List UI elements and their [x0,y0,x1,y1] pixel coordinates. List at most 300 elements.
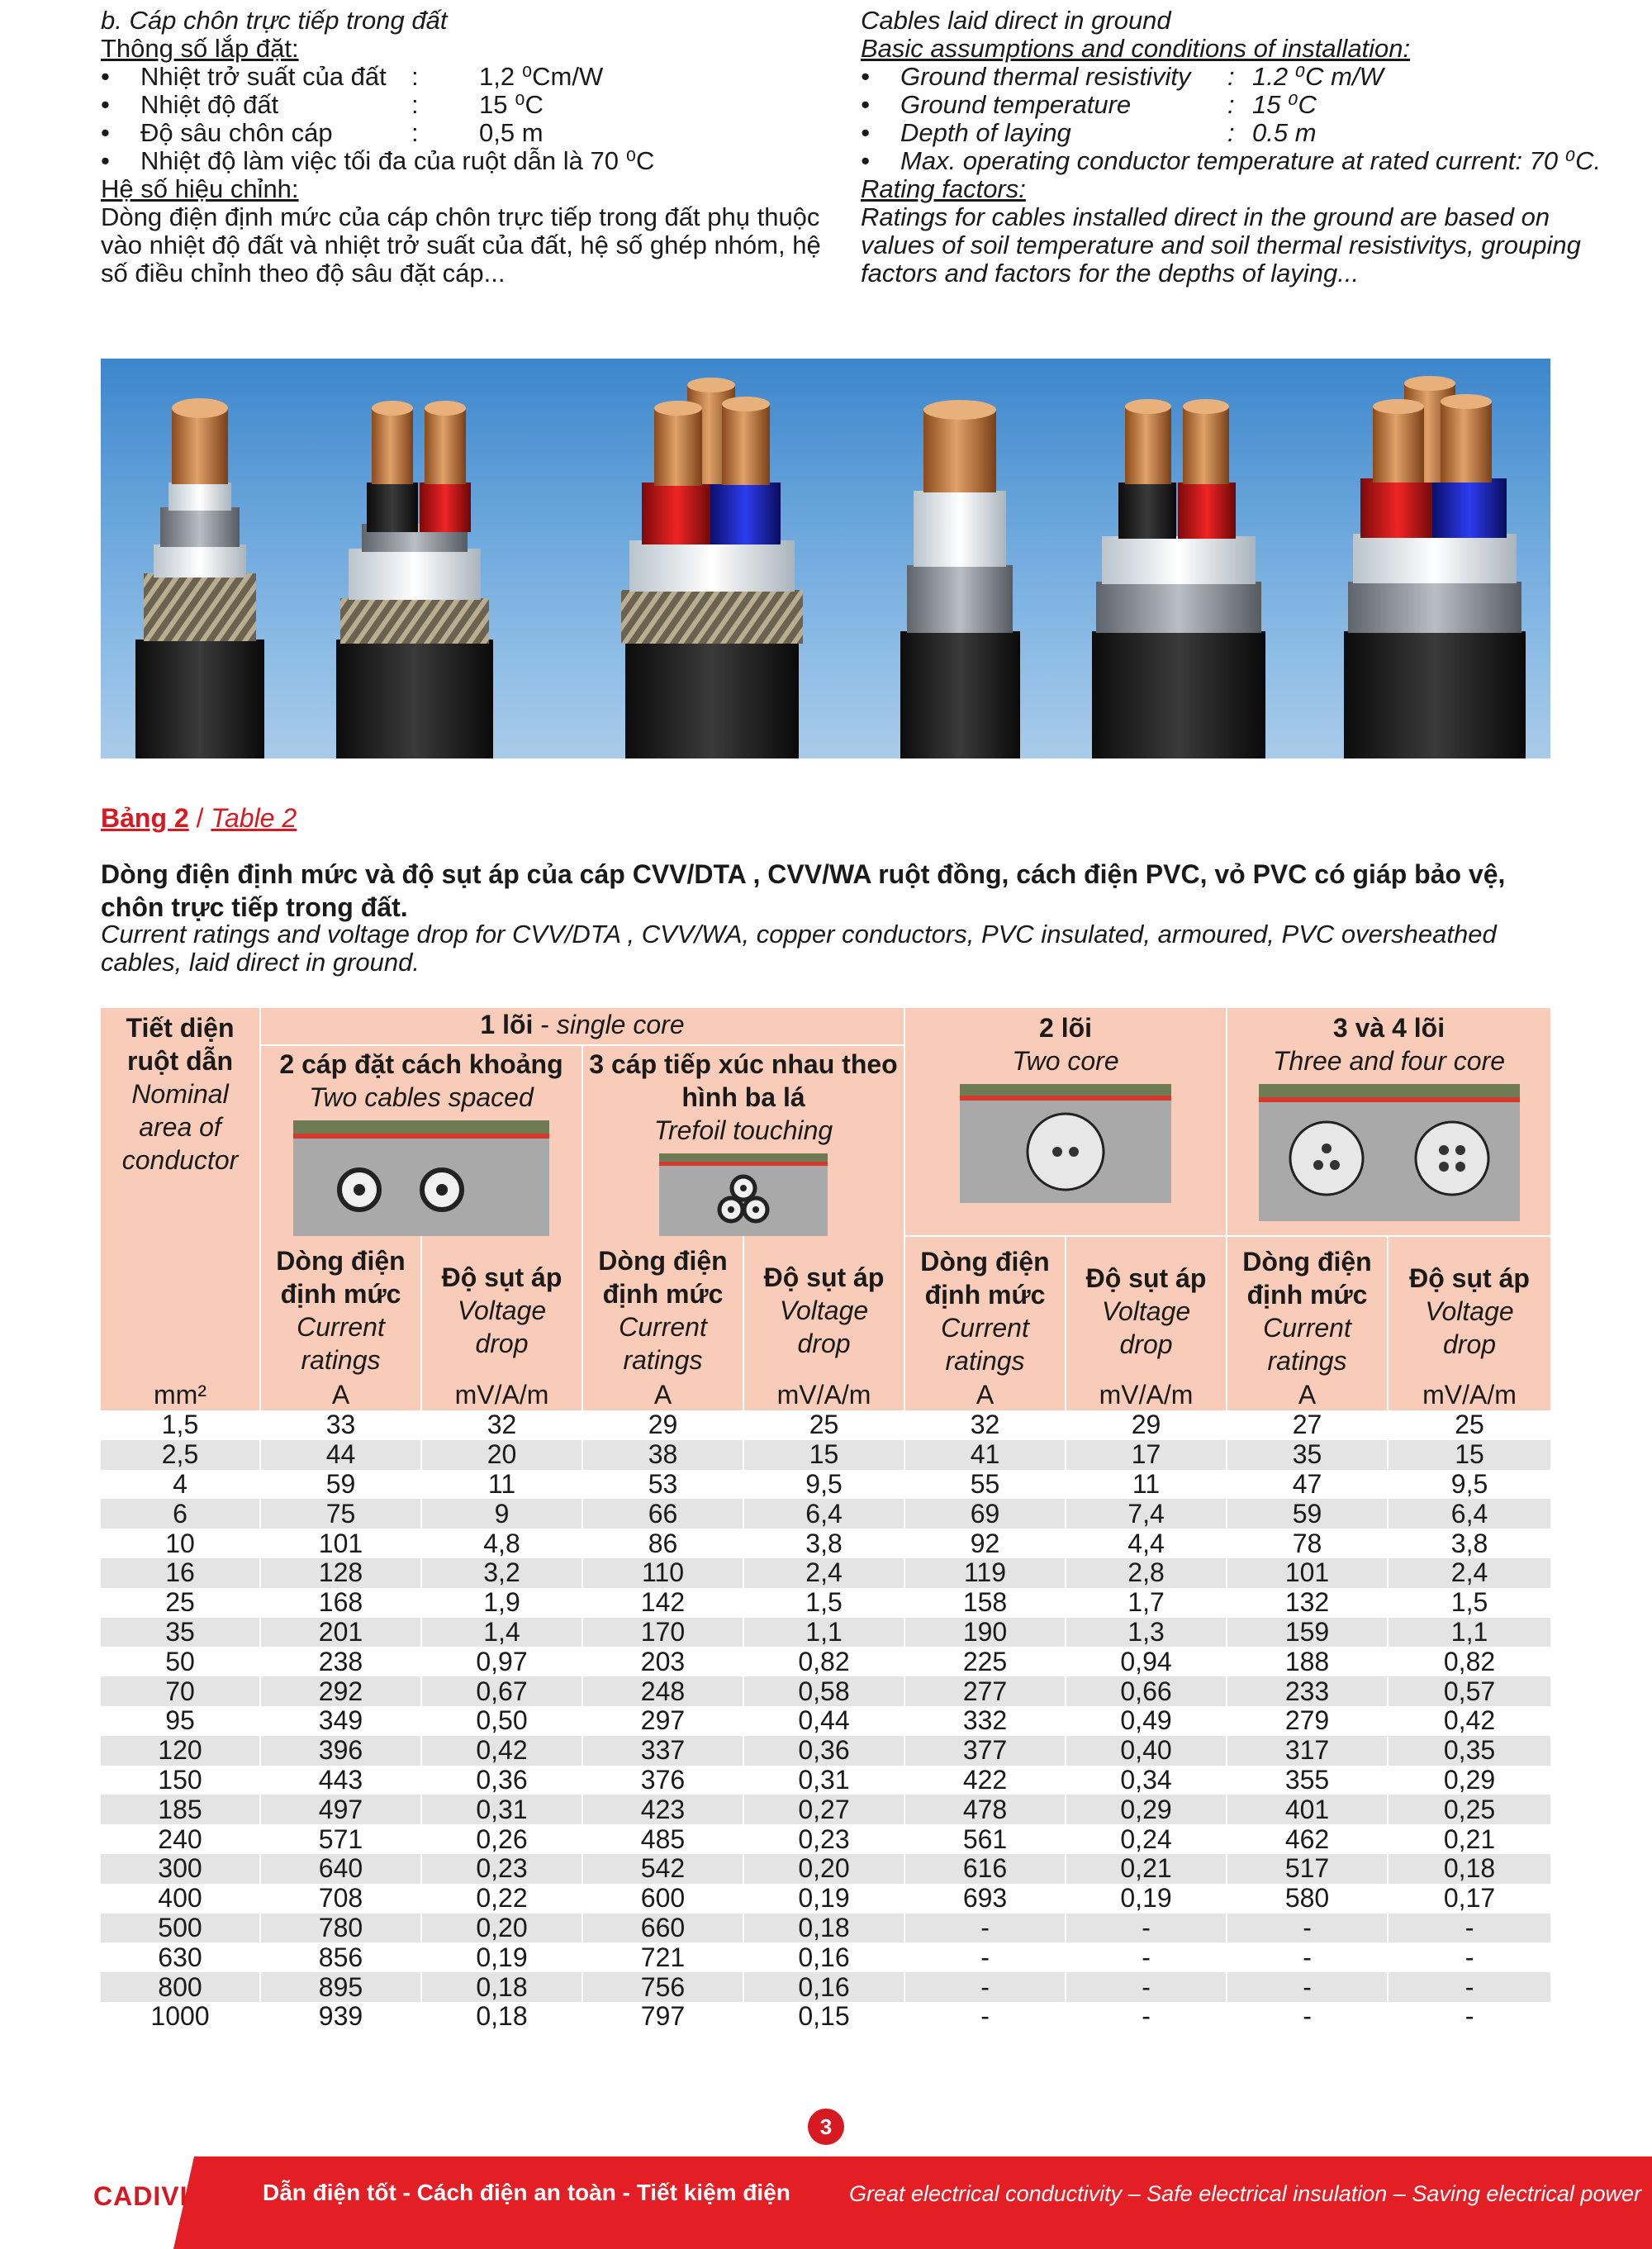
table-cell: 17 [1066,1440,1227,1470]
table-cell: 1,4 [421,1618,582,1648]
header-label: hình ba lá [681,1082,805,1112]
table-cell: 0,19 [743,1884,904,1914]
cell-area: 16 [101,1558,260,1588]
table-cell: 20 [421,1440,582,1470]
cable-single-core-1 [135,398,264,758]
params-list [101,63,844,175]
cell-area: 150 [158,1764,202,1795]
param-sep: : [411,118,419,147]
table-cell: 0,36 [743,1736,904,1766]
trefoil-ground-diagram [659,1153,828,1236]
table-cell: 600 [582,1884,743,1914]
table-cell: - [1066,1914,1227,1943]
cell-area: 25 [165,1587,195,1618]
table-cell: 517 [1227,1854,1388,1884]
table-cell: 203 [582,1647,743,1676]
table-cell: 780 [260,1914,421,1943]
table-cell: 158 [904,1588,1066,1618]
table-body [101,1410,1550,2032]
table-cell: 571 [260,1824,421,1854]
table-row [101,1470,1550,1500]
header-label: Voltage [457,1296,547,1325]
table-cell: 7,4 [1066,1499,1227,1529]
table-cell: 349 [260,1706,421,1736]
table-cell: 0,94 [1066,1647,1227,1676]
table-cell: 3,8 [1388,1529,1550,1558]
unit-cell: A [260,1379,421,1410]
table-cell: - [1388,1972,1550,2002]
cell-area: 185 [101,1795,260,1824]
table-cell: 59 [260,1470,421,1500]
table-cell: 188 [1227,1647,1388,1676]
table-cell: 0,19 [421,1942,582,1972]
header-label: - [533,1010,557,1039]
table-cell: - [1066,1942,1227,1972]
table-cell: 44 [260,1440,421,1470]
table-cell: 248 [582,1676,743,1706]
table-cell: 92 [904,1529,1066,1558]
table-cell: 0,27 [743,1795,904,1824]
param-value: 1.2 ⁰C m/W [1252,62,1384,91]
table-cell: 0,18 [421,1972,582,2002]
table-row [101,1884,1550,1914]
table-caption-sep: / [188,803,211,833]
table-title-vi: Dòng điện định mức và độ sụt áp của cáp CVV/DTA , CVV/WA ruột đồng, cách điện PVC, vỏ PVC có giáp bảo vệ, chôn trực tiếp trong đất. [101,859,1506,922]
header-label: Tiết diện [126,1013,235,1043]
table-cell: 3,8 [743,1529,904,1558]
table-title-en: Current ratings and voltage drop for CVV/DTA , CVV/WA, copper conductors, PVC insulated, armoured, PVC oversheathed cables, laid direct in ground. [101,920,1497,977]
table-cell: 355 [1227,1766,1388,1795]
header-label: Two core [1012,1046,1119,1076]
factors-title: Hệ số hiệu chỉnh: [101,174,299,203]
params-title: Thông số lắp đặt: [101,34,299,63]
header-label: Độ sụt áp [441,1262,563,1292]
table-cell: 190 [904,1618,1066,1648]
header-label: Voltage [1101,1296,1191,1326]
table-row [101,1972,1550,2002]
table-cell: 128 [260,1558,421,1588]
three-four-core-ground-diagram [1259,1084,1520,1221]
table-row [101,1647,1550,1676]
table-cell: 0,31 [421,1795,582,1824]
param-label: Ground thermal resistivity [900,62,1191,91]
params-title: Basic assumptions and conditions of installation: [861,34,1411,63]
table-cell: 55 [904,1470,1066,1500]
param-label: Độ sâu chôn cáp [140,118,333,147]
header-label: Voltage [1425,1296,1514,1326]
table-cell: 0,36 [421,1766,582,1795]
table-cell: 580 [1227,1884,1388,1914]
param-value: 0,5 m [479,118,544,147]
table-cell: 15 [743,1440,904,1470]
param-value: 15 ⁰C [479,90,544,119]
header-label: ratings [1267,1346,1347,1376]
table-cell: 11 [421,1470,582,1500]
table-cell: 0,31 [743,1766,904,1795]
cable-illustration [101,359,1550,758]
table-cell: - [1066,2002,1227,2032]
current-ratings-table [101,1008,1550,2032]
param-label: Nhiệt trở suất của đất [140,62,387,91]
header-label: ratings [301,1345,381,1375]
param-sep: : [1227,118,1235,147]
table-caption [101,803,297,834]
table-cell: 0,18 [1388,1854,1550,1884]
table-cell: 377 [904,1736,1066,1766]
table-cell: 101 [260,1529,421,1558]
header-label: định mức [1246,1280,1368,1310]
factors-text: Dòng điện định mức của cáp chôn trực tiếp trong đất phụ thuộc vào nhiệt độ đất và nhiệt trở suất của đất, hệ số ghép nhóm, hệ số điều chỉnh theo độ sâu đặt cáp... [101,202,821,288]
table-cell: 69 [904,1499,1066,1529]
table-cell: 721 [582,1942,743,1972]
table-cell: 0,16 [743,1942,904,1972]
table-cell: 4,8 [421,1529,582,1558]
table-cell: - [1227,2002,1388,2032]
table-header [101,1008,1550,1410]
header-label: Dòng điện [920,1247,1050,1277]
header-label: drop [1442,1329,1497,1359]
header-label: Nominal [131,1079,229,1109]
table-cell: 0,24 [1066,1824,1227,1854]
table-cell: 0,97 [421,1647,582,1676]
header-single-core [260,1008,904,1045]
cell-area: 400 [158,1883,202,1914]
param-label: Nhiệt độ đất [140,90,279,119]
table-cell: 29 [582,1410,743,1440]
section-heading: Cables laid direct in ground [861,6,1171,35]
table-cell: 59 [1227,1499,1388,1529]
table-cell: 0,50 [421,1706,582,1736]
table-cell: 856 [260,1942,421,1972]
header-label: Voltage [779,1296,869,1325]
table-cell: 47 [1227,1470,1388,1500]
unit-cell: mV/A/m [421,1379,582,1410]
table-cell: 277 [904,1676,1066,1706]
header-label: Current [1263,1313,1351,1343]
table-cell: 238 [260,1647,421,1676]
param-item [101,91,844,119]
table-cell: 0,29 [1066,1795,1227,1824]
param-label: Ground temperature [900,90,1132,119]
table-cell: - [1066,1972,1227,2002]
table-cell: 29 [1066,1410,1227,1440]
spaced-ground-diagram [293,1120,549,1236]
table-cell: 1,5 [743,1588,904,1618]
table-cell: 616 [904,1854,1066,1884]
header-label: Current [619,1312,707,1342]
param-item [861,91,1612,119]
table-cell: - [1388,2002,1550,2032]
param-item [861,119,1612,147]
table-cell: 0,20 [743,1854,904,1884]
header-label: ratings [945,1346,1025,1376]
unit-cell: A [1227,1379,1388,1410]
table-cell: 895 [260,1972,421,2002]
unit-cell: A [904,1379,1066,1410]
table-row [101,1529,1550,1558]
cable-three-core-1 [621,378,803,758]
table-cell: 0,42 [421,1736,582,1766]
table-cell: 53 [582,1470,743,1500]
table-cell: - [1388,1914,1550,1943]
table-cell: 939 [260,2002,421,2032]
table-cell: 32 [421,1410,582,1440]
header-label: 2 cáp đặt cách khoảng [279,1049,563,1079]
table-cell: 233 [1227,1676,1388,1706]
param-value: 0.5 m [1252,118,1317,147]
table-cell: 142 [582,1588,743,1618]
section-heading: b. Cáp chôn trực tiếp trong đất [101,6,448,35]
table-cell: 292 [260,1676,421,1706]
table-cell: 396 [260,1736,421,1766]
table-cell: 86 [582,1529,743,1558]
table-cell: 0,34 [1066,1766,1227,1795]
cell-area: 240 [158,1823,202,1854]
table-row [101,1440,1550,1470]
table-cell: 132 [1227,1588,1388,1618]
table-cell: - [1227,1914,1388,1943]
header-label: 1 lõi [480,1010,534,1039]
header-label: định mức [602,1279,724,1309]
table-row [101,1588,1550,1618]
header-label: conductor [121,1145,239,1175]
header-current-ratings [1227,1236,1388,1379]
cell-area: 50 [165,1646,195,1676]
header-label: Dòng điện [1242,1247,1372,1277]
table-cell: 640 [260,1854,421,1884]
table-cell: 708 [260,1884,421,1914]
units-row [101,1379,1550,1410]
table-cell: 0,23 [743,1824,904,1854]
table-cell: - [904,2002,1066,2032]
param-item [101,119,844,147]
table-cell: 1,7 [1066,1588,1227,1618]
cell-area: 120 [101,1736,260,1766]
table-row [101,1558,1550,1588]
header-label: Độ sụt áp [1409,1263,1530,1293]
header-label: định mức [924,1280,1046,1310]
table-cell: - [904,1972,1066,2002]
unit-cell: mV/A/m [743,1379,904,1410]
table-cell: 25 [743,1410,904,1440]
param-item [861,63,1612,91]
table-cell: 225 [904,1647,1066,1676]
cell-area: 4 [173,1468,188,1499]
factors-title: Rating factors: [861,174,1026,203]
header-label: 3 cáp tiếp xúc nhau theo [589,1049,898,1079]
table-cell: 41 [904,1440,1066,1470]
table-row [101,1736,1550,1766]
table-cell: 0,17 [1388,1884,1550,1914]
header-label: 2 lõi [1039,1013,1093,1043]
table-cell: 497 [260,1795,421,1824]
table-cell: 0,15 [743,2002,904,2032]
cell-area: 500 [101,1914,260,1943]
table-cell: 693 [904,1884,1066,1914]
header-label: drop [475,1329,529,1358]
param-sep: : [1227,62,1235,91]
cell-area: 800 [101,1972,260,2002]
cell-area: 35 [101,1618,260,1648]
header-label: Two cables spaced [309,1082,534,1112]
cell-area: 1000 [150,2001,210,2032]
table-cell: 376 [582,1766,743,1795]
table-cell: 101 [1227,1558,1388,1588]
table-cell: 2,4 [743,1558,904,1588]
table-cell: 756 [582,1972,743,2002]
factors-text: Ratings for cables installed direct in the ground are based on values of soil temperature and soil thermal resistivitys, grouping factors and factors for the depths of laying... [861,202,1581,288]
unit-cell: A [582,1379,743,1410]
table-cell: 422 [904,1766,1066,1795]
header-label: drop [1119,1329,1173,1359]
table-cell: 1,9 [421,1588,582,1618]
table-cell: 2,8 [1066,1558,1227,1588]
table-cell: 170 [582,1618,743,1648]
header-label: Độ sụt áp [1085,1263,1207,1293]
table-caption-en: Table 2 [211,803,297,833]
header-voltage-drop [421,1236,582,1379]
table-cell: 317 [1227,1736,1388,1766]
header-voltage-drop [1388,1236,1550,1379]
cable-two-core-1 [336,401,493,758]
table-cell: 0,67 [421,1676,582,1706]
header-label: Current [297,1312,385,1342]
table-cell: 1,1 [743,1618,904,1648]
header-two-core [904,1008,1227,1236]
table-cell: 0,29 [1388,1766,1550,1795]
table-cell: 0,49 [1066,1706,1227,1736]
table-row [101,1410,1550,1440]
cell-area: 630 [158,1942,202,1972]
table-cell: 168 [260,1588,421,1618]
table-cell: 0,58 [743,1676,904,1706]
header-label: Trefoil touching [653,1115,833,1145]
table-cell: 0,82 [1388,1647,1550,1676]
table-cell: 485 [582,1824,743,1854]
table-cell: 33 [260,1410,421,1440]
cell-area: 95 [165,1705,195,1736]
table-cell: - [904,1914,1066,1943]
param-value: 1,2 ⁰Cm/W [479,62,604,91]
table-cell: 0,26 [421,1824,582,1854]
table-row [101,1766,1550,1795]
param-value: 15 ⁰C [1252,90,1317,119]
header-current-ratings [260,1236,421,1379]
table-cell: 3,2 [421,1558,582,1588]
table-cell: 542 [582,1854,743,1884]
table-cell: 660 [582,1914,743,1943]
table-cell: 1,5 [1388,1588,1550,1618]
cell-area: 6 [101,1499,260,1529]
header-label: Three and four core [1272,1046,1506,1076]
header-label: ruột dẫn [127,1046,233,1076]
table-cell: - [1227,1972,1388,2002]
unit-cell: mm² [101,1379,260,1410]
table-row [101,1499,1550,1529]
param-item: • Nhiệt độ làm việc tối đa của ruột dẫn là 70 ⁰C [101,147,844,175]
table-cell: 462 [1227,1824,1388,1854]
table-cell: 11 [1066,1470,1227,1500]
table-cell: 0,57 [1388,1676,1550,1706]
table-row [101,1676,1550,1706]
table-cell: 4,4 [1066,1529,1227,1558]
table-cell: 2,4 [1388,1558,1550,1588]
table-cell: 9,5 [1388,1470,1550,1500]
table-cell: 0,25 [1388,1795,1550,1824]
table-cell: 0,42 [1388,1706,1550,1736]
cell-area: 70 [101,1676,260,1706]
table-cell: 0,18 [421,2002,582,2032]
table-cell: 27 [1227,1410,1388,1440]
intro-english [861,7,1612,288]
header-label: định mức [280,1279,401,1309]
cable-two-core-2 [1092,399,1265,758]
cell-area: 10 [165,1528,195,1558]
table-cell: 32 [904,1410,1066,1440]
header-current-ratings [582,1236,743,1379]
footer-slogan-en: Great electrical conductivity – Safe electrical insulation – Saving electrical power [849,2181,1641,2206]
table-cell: 0,66 [1066,1676,1227,1706]
param-sep: : [1227,90,1235,119]
intro-vietnamese [101,7,844,288]
unit-cell: mV/A/m [1388,1379,1550,1410]
unit-cell: mV/A/m [1066,1379,1227,1410]
table-cell: 0,21 [1388,1824,1550,1854]
table-cell: 337 [582,1736,743,1766]
table-cell: 78 [1227,1529,1388,1558]
cell-area: 1,5 [161,1410,199,1440]
cable-single-core-2 [900,400,1020,758]
table-cell: 25 [1388,1410,1550,1440]
header-trefoil-touching [582,1045,904,1236]
header-label: Độ sụt áp [763,1262,885,1292]
header-label: area of [139,1112,221,1142]
param-sep: : [411,90,419,119]
table-cell: 6,4 [743,1499,904,1529]
table-cell: - [1227,1942,1388,1972]
table-cell: 1,1 [1388,1618,1550,1648]
table-cell: 9,5 [743,1470,904,1500]
table-cell: 0,22 [421,1884,582,1914]
table-cell: - [1388,1942,1550,1972]
table-cell: 279 [1227,1706,1388,1736]
table-row [101,1942,1550,1972]
table-cell: 6,4 [1388,1499,1550,1529]
param-item [101,63,844,91]
table-cell: 332 [904,1706,1066,1736]
table-cell: 0,44 [743,1706,904,1736]
table-cell: 423 [582,1795,743,1824]
table-cell: 75 [260,1499,421,1529]
param-sep: : [411,62,419,91]
header-label: drop [797,1329,851,1358]
table-cell: 297 [582,1706,743,1736]
table-cell: 119 [904,1558,1066,1588]
header-voltage-drop [1066,1236,1227,1379]
cell-area: 300 [101,1854,260,1884]
footer-slogan-vi: Dẫn điện tốt - Cách điện an toàn - Tiết kiệm điện [263,2180,790,2205]
table-caption-vi: Bảng 2 [101,803,189,833]
header-label: Current [941,1313,1029,1343]
cable-three-core-2 [1344,376,1526,758]
header-nominal-area [101,1008,260,1379]
table-cell: 0,20 [421,1914,582,1943]
table-row [101,2002,1550,2032]
header-label: 3 và 4 lõi [1332,1013,1446,1043]
table-cell: 159 [1227,1618,1388,1648]
cadivi-logo: CADIVI [93,2181,188,2211]
header-two-cables-spaced [260,1045,582,1236]
